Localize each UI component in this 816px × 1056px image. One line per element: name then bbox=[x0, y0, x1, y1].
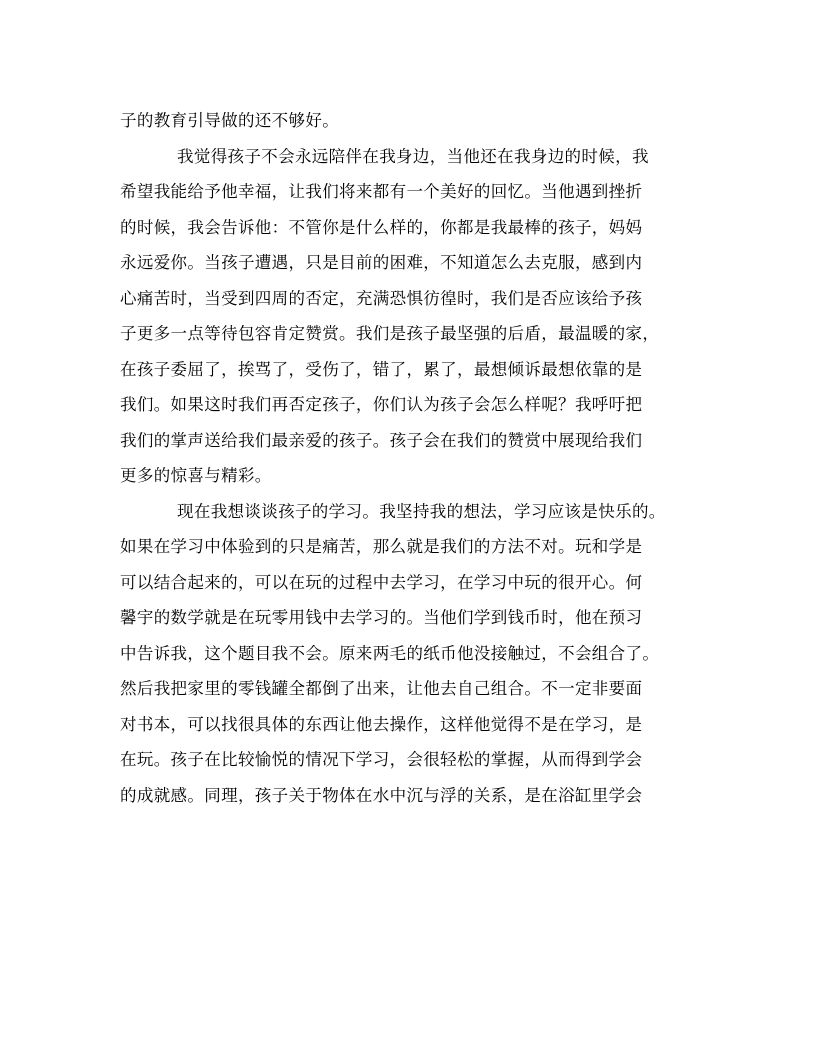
text-line: 对书本，可以找很具体的东西让他去操作，这样他觉得不是在学习，是 bbox=[120, 714, 643, 734]
document-body bbox=[120, 103, 700, 813]
text-line: 我们的掌声送给我们最亲爱的孩子。孩子会在我们的赞赏中展现给我们 bbox=[120, 430, 643, 450]
paragraph-start-line: 现在我想谈谈孩子的学习。我坚持我的想法，学习应该是快乐的。 bbox=[177, 501, 666, 521]
text-line: 永远爱你。当孩子遭遇，只是目前的困难，不知道怎么去克服，感到内 bbox=[120, 253, 643, 272]
text-line: 然后我把家里的零钱罐全都倒了出来，让他去自己组合。不一定非要面 bbox=[120, 679, 643, 698]
text-line: 心痛苦时，当受到四周的否定，充满恐惧彷徨时，我们是否应该给予孩 bbox=[120, 288, 643, 308]
text-line: 如果在学习中体验到的只是痛苦，那么就是我们的方法不对。玩和学是 bbox=[120, 537, 643, 556]
text-line: 子的教育引导做的还不够好。 bbox=[120, 111, 340, 130]
text-line: 中告诉我，这个题目我不会。原来两毛的纸币他没接触过，不会组合了。 bbox=[120, 643, 660, 663]
paragraph-start-line: 我觉得孩子不会永远陪伴在我身边，当他还在我身边的时候，我 bbox=[177, 146, 649, 166]
text-line: 希望我能给予他幸福，让我们将来都有一个美好的回忆。当他遇到挫折 bbox=[120, 182, 643, 201]
text-line: 在孩子委屈了，挨骂了，受伤了，错了，累了，最想倾诉最想依靠的是 bbox=[120, 359, 643, 379]
text-line: 子更多一点等待包容肯定赞赏。我们是孩子最坚强的后盾，最温暖的家， bbox=[120, 324, 660, 343]
text-line: 馨宇的数学就是在玩零用钱中去学习的。当他们学到钱币时，他在预习 bbox=[120, 608, 643, 627]
text-line: 在玩。孩子在比较愉悦的情况下学习，会很轻松的掌握，从而得到学会 bbox=[120, 750, 643, 769]
text-line: 更多的惊喜与精彩。 bbox=[120, 466, 272, 485]
text-line: 的成就感。同理，孩子关于物体在水中沉与浮的关系，是在浴缸里学会 bbox=[120, 785, 643, 805]
text-line: 可以结合起来的，可以在玩的过程中去学习，在学习中玩的很开心。何 bbox=[120, 572, 643, 592]
text-line: 的时候，我会告诉他：不管你是什么样的，你都是我最棒的孩子，妈妈 bbox=[120, 217, 643, 237]
text-line: 我们。如果这时我们再否定孩子，你们认为孩子会怎么样呢？我呼吁把 bbox=[120, 395, 643, 414]
